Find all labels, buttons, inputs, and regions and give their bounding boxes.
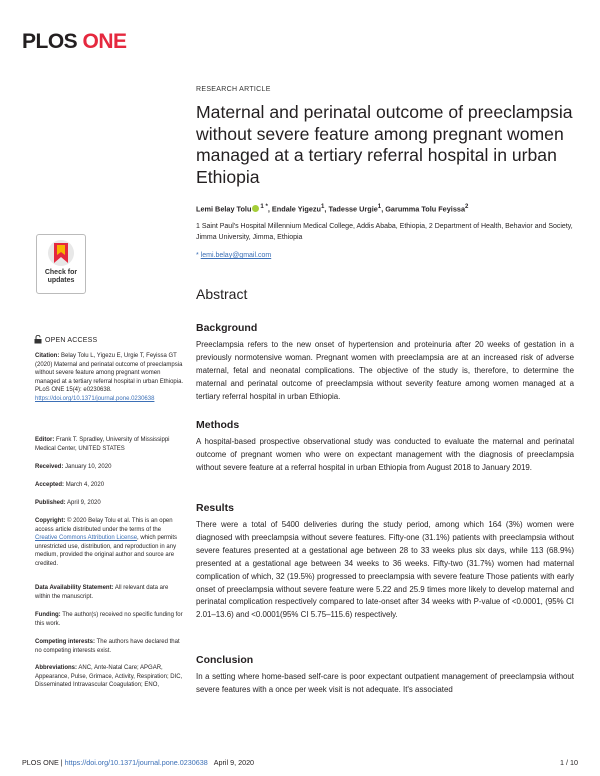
received-label: Received: (35, 464, 64, 470)
page-number: 1 / 10 (560, 758, 578, 767)
published-date: April 9, 2020 (67, 500, 101, 506)
journal-logo (22, 30, 127, 54)
author-name[interactable]: Garumma Tolu Feyissa (385, 204, 466, 214)
logo-one: ONE (82, 30, 127, 53)
citation-label: Citation: (35, 353, 60, 359)
editor-text: Frank T. Spradley, University of Mississippi Medical Center, UNITED STATES (35, 437, 170, 452)
accepted-block (35, 481, 185, 490)
article-type: RESEARCH ARTICLE (196, 86, 271, 93)
editor-label: Editor: (35, 437, 55, 443)
published-block (35, 499, 185, 508)
funding-block (35, 611, 185, 628)
badge-line-1: Check for (44, 269, 78, 276)
methods-text: A hospital-based prospective observational study was conducted to evaluate the maternal and perinatal outcome of pregnant women who were on expectant management with the diagnosis of preeclampsia without severe feature at a referral hospital in urban Ethiopia from August 2018 to January 2019. (196, 437, 574, 472)
corresponding-email (196, 252, 574, 259)
competing-interests-label: Competing interests: (35, 639, 96, 645)
abbreviations-block (35, 664, 185, 690)
conclusion-text: In a setting where home-based self-care is poor expectant outpatient management of preeclampsia without severe features with a once per week visit is not adequate. It's associated (196, 672, 574, 694)
author-sup: 2 (465, 203, 469, 210)
accepted-label: Accepted: (35, 482, 65, 488)
citation-text: Belay Tolu L, Yigezu E, Urgie T, Feyissa GT (2020) Maternal and perinatal outcome of preeclampsia without severe feature among pregnant women managed at a tertiary referral hospital in urban Ethiopia. PLoS ONE 15(4): e0230638. (35, 353, 184, 394)
bookmark-icon (37, 237, 85, 271)
results-heading: Results (196, 502, 234, 514)
funding-label: Funding: (35, 612, 61, 618)
copyright-label: Copyright: (35, 518, 66, 524)
open-access-label (34, 335, 97, 344)
article-title: Maternal and perinatal outcome of preeclampsia without severe feature among pregnant women managed at a tertiary referral hospital in urban Ethiopia (196, 102, 573, 187)
license-link[interactable]: Creative Commons Attribution License (35, 535, 138, 542)
author-sup: 1 * (260, 203, 268, 210)
author-name[interactable]: Endale Yigezu (271, 204, 321, 214)
copyright-block (35, 517, 185, 569)
author-list: Lemi Belay Tolu $^{1 *}$, Endale Yigezu$^1$, Tadesse Urgie$^1$, Garumma Tolu Feyissa$^2$ (196, 203, 469, 214)
accepted-date: March 4, 2020 (65, 482, 105, 488)
copyright-text-1: © 2020 Belay Tolu et al. This is an open access article distributed under the terms of the (35, 518, 173, 533)
published-label: Published: (35, 500, 66, 506)
email-marker: * (196, 252, 199, 259)
affiliations: 1 Saint Paul's Hospital Millennium Medical College, Addis Ababa, Ethiopia, 2 Department of Health, Behavior and Society, Jimma University, Jimma, Ethiopia (196, 223, 573, 241)
check-for-updates-badge[interactable] (36, 234, 86, 294)
received-block (35, 463, 185, 472)
competing-interests-text: The authors have declared that no competing interests exist. (35, 639, 180, 654)
footer-doi-link[interactable]: https://doi.org/10.1371/journal.pone.0230638 (64, 758, 208, 767)
methods-heading: Methods (196, 419, 240, 431)
author-name[interactable]: Tadesse Urgie (328, 204, 378, 214)
page-footer (22, 758, 578, 767)
background-heading: Background (196, 322, 258, 334)
author-sup: 1 (321, 203, 325, 210)
citation-doi-link[interactable]: https://doi.org/10.1371/journal.pone.0230638 (35, 395, 155, 402)
email-link[interactable]: lemi.belay@gmail.com (200, 252, 272, 259)
competing-interests-block (35, 638, 185, 655)
logo-plos: PLOS (22, 30, 78, 53)
badge-text (37, 269, 85, 285)
data-availability-block (35, 584, 185, 601)
copyright-text-2: , which permits unrestricted use, distribution, and reproduction in any medium, provided the original author and source are credited. (35, 535, 178, 567)
author-sup: 1 (377, 203, 382, 210)
data-availability-label: Data Availability Statement: (35, 585, 114, 591)
received-date: January 10, 2020 (65, 464, 112, 470)
results-text: There were a total of 5400 deliveries during the study period, among which 164 (3%) women were diagnosed with preeclampsia without severe features. Fifty-one (31.1%) patients with preeclampsia without severe features presented at a gestational age between 28 to 33 weeks plus six days, while 113 (68.9%) presented at a gestational age between 34 weeks to 36 weeks. Fifty-two (31.7%) women had maternal complication of which, 32 (19.5%) progressed to preeclampsia with severe feature Those patients with early onset of preeclampsia without severe feature were 5.22 and 25.9 times more likely to develop maternal and perinatal complication respectively compared to late-onset after 34 weeks with P-value of <0.0001, (95% CI 2.01–13.6) and <0.0001(95% CI 5.75–115.6) respectively. (196, 520, 574, 620)
abbreviations-text: ANC, Ante-Natal Care; APGAR, Appearance, Pulse, Grimace, Activity, Respiration; DIC, Disseminated Intravascular Coagulation; ENO, (35, 665, 183, 689)
footer-date: April 9, 2020 (213, 758, 255, 767)
orcid-icon[interactable] (252, 205, 259, 212)
funding-text: The author(s) received no specific funding for this work. (35, 612, 183, 627)
abbreviations-label: Abbreviations: (35, 665, 78, 671)
citation-block (35, 352, 185, 404)
open-lock-icon (34, 335, 42, 344)
abstract-heading: Abstract (196, 286, 248, 302)
badge-line-2: updates (47, 277, 75, 284)
footer-separator: | (60, 758, 63, 767)
background-text: Preeclampsia refers to the new onset of hypertension and proteinuria after 20 weeks of gestation in a previously normotensive woman. Pregnant women with preeclampsia are at an increased risk of adverse maternal, fetal and neonatal complications. The objective of the study is, therefore, to determine the maternal and perinatal outcome of preeclampsia without severity feature among women managed at a tertiary referral hospital in urban Ethiopia. (196, 340, 574, 401)
author-name[interactable]: Lemi Belay Tolu (196, 204, 252, 214)
editor-block (35, 436, 185, 453)
open-access-text: OPEN ACCESS (45, 337, 98, 344)
conclusion-heading: Conclusion (196, 654, 254, 666)
footer-journal: PLOS ONE (22, 758, 59, 767)
data-availability-text: All relevant data are within the manuscript. (35, 585, 169, 600)
